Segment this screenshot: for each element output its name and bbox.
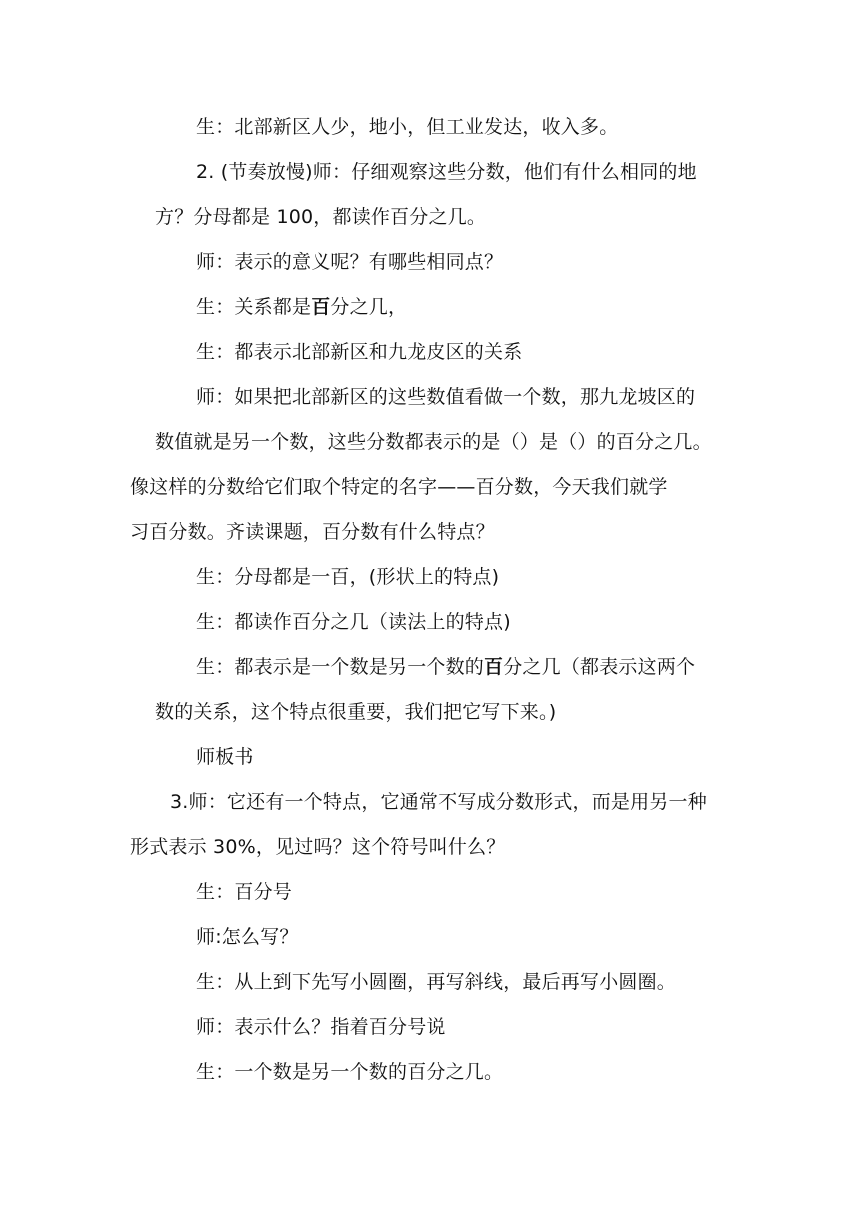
paragraph-line: 2. (节奏放慢)师：仔细观察这些分数，他们有什么相同的地 xyxy=(196,161,697,183)
paragraph-line: 师：表示什么？指着百分号说 xyxy=(196,1016,446,1038)
paragraph-line: 3.师：它还有一个特点，它通常不写成分数形式，而是用另一种 xyxy=(170,791,707,813)
line-text: 分之几（都表示这两个 xyxy=(503,656,696,678)
paragraph-line: 生：分母都是一百，(形状上的特点) xyxy=(196,566,500,588)
paragraph-line: 像这样的分数给它们取个特定的名字——百分数，今天我们就学 xyxy=(130,476,668,498)
paragraph-line: 形式表示 30%，见过吗？这个符号叫什么？ xyxy=(130,836,506,858)
line-text: 分之几， xyxy=(330,296,408,318)
bold-character: 百 xyxy=(311,296,331,318)
paragraph-line: 生：从上到下先写小圆圈，再写斜线，最后再写小圆圈。 xyxy=(196,971,677,993)
paragraph-line: 生：一个数是另一个数的百分之几。 xyxy=(196,1061,504,1083)
paragraph-line: 生：都读作百分之几（读法上的特点) xyxy=(196,611,511,633)
paragraph-line: 生：百分号 xyxy=(196,881,293,903)
paragraph-line xyxy=(196,294,407,320)
paragraph-line xyxy=(196,654,695,680)
paragraph-line: 习百分数。齐读课题，百分数有什么特点？ xyxy=(130,521,495,543)
line-text: 生：关系都是 xyxy=(196,296,312,318)
bold-character: 百 xyxy=(484,656,504,678)
paragraph-line: 师：表示的意义呢？有哪些相同点？ xyxy=(196,251,504,273)
paragraph-line: 数值就是另一个数，这些分数都表示的是（）是（）的百分之几。 xyxy=(155,431,712,453)
paragraph-line: 师:怎么写？ xyxy=(196,926,299,948)
paragraph-line: 师：如果把北部新区的这些数值看做一个数，那九龙坡区的 xyxy=(196,386,696,408)
paragraph-line: 生：北部新区人少，地小，但工业发达，收入多。 xyxy=(196,116,619,138)
paragraph-line: 数的关系，这个特点很重要，我们把它写下来。) xyxy=(155,701,557,723)
line-text: 生：都表示是一个数是另一个数的 xyxy=(196,656,485,678)
paragraph-line: 生：都表示北部新区和九龙皮区的关系 xyxy=(196,341,523,363)
paragraph-line: 方？分母都是 100，都读作百分之几。 xyxy=(155,206,487,228)
paragraph-line: 师板书 xyxy=(196,746,254,768)
